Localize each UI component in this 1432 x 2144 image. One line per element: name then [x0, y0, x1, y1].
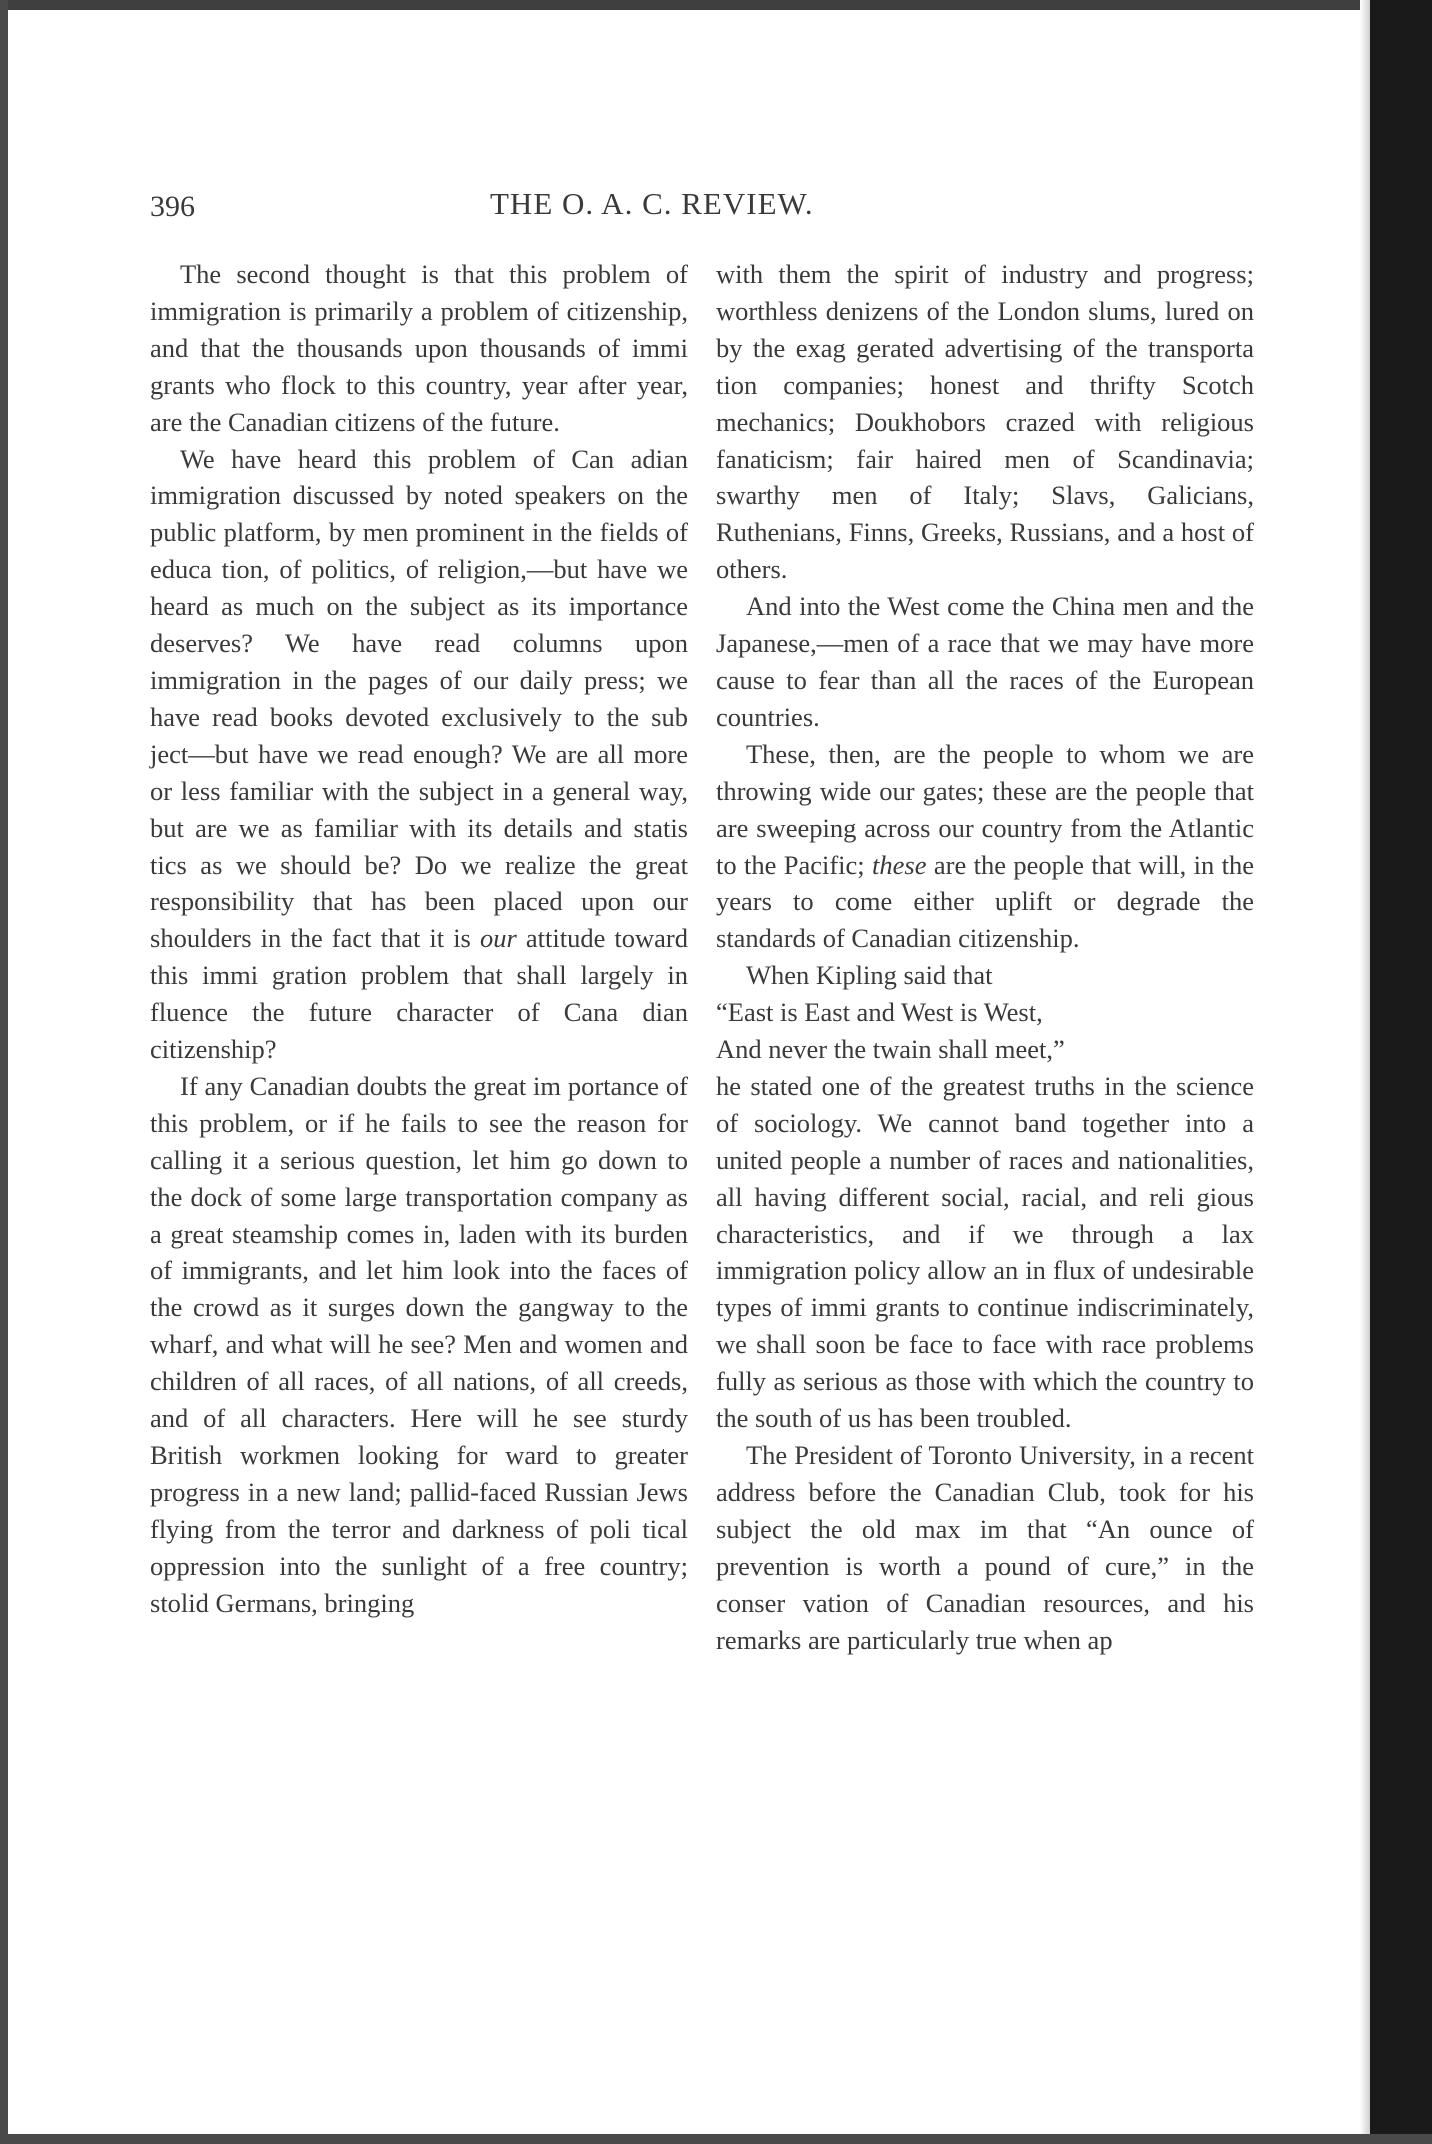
paragraph: The President of Toronto University, in a recent address before the Canadian Club, took for his subject the old max im that “An ounce of prevention is worth a pound of cure,” in the conser vation of Canadian resources, and his remarks are particularly true when ap [716, 1440, 1254, 1655]
right-column [716, 256, 1254, 1658]
left-column [150, 256, 688, 1622]
page [150, 186, 1260, 1655]
running-head [150, 186, 1260, 234]
paragraph [150, 441, 688, 1068]
page-number: 396 [150, 190, 195, 223]
paragraph: When Kipling said that [746, 960, 993, 991]
scan-border-right [1370, 0, 1432, 2144]
scan-border-bottom [0, 2134, 1432, 2144]
paragraph [716, 736, 1254, 957]
paragraph-text: are the people that will, in the years to come either uplift or degrade the standards of Canadian citizenship. [716, 849, 1255, 954]
verse-line: “East is East and West is West, [716, 997, 1043, 1028]
paragraph-text: These, then, are the people to whom we are throwing wide our gates; these are the people that are sweeping across our country from the Atlantic to the Pacific; [716, 738, 1254, 880]
verse-line: And never the twain shall meet,” [716, 1034, 1065, 1065]
page-gutter-shadow [1360, 0, 1370, 2144]
paragraph: with them the spirit of industry and progress; worthless denizens of the London slums, lured on by the exag gerated advertising of the transporta tion companies; honest and thrifty Scotch mechanics; Doukhobors crazed with religious fanaticism; fair haired men of Scandinavia; swarthy men of Italy; Slavs, Galicians, Ruthenians, Finns, Greeks, Russians, and a host of others. [716, 259, 1254, 585]
emphasis: these [872, 849, 927, 880]
paragraph: The second thought is that this problem of immigration is primarily a problem of citizenship, and that the thousands upon thousands of immi grants who flock to this country, year after year, are the Canadian citizens of the future. [150, 259, 688, 437]
paragraph-text: attitude toward this immi gration problem that shall largely in fluence the future character of Cana dian citizenship? [150, 923, 688, 1065]
journal-title: THE O. A. C. REVIEW. [490, 186, 814, 221]
paragraph: he stated one of the greatest truths in the science of sociology. We cannot band together into a united people a number of races and nationalities, all having different social, racial, and reli gious characteristics, and if we through a lax immigration policy allow an in flux of undesirable types of immi grants to continue indiscriminately, we shall soon be face to face with race problems fully as serious as those with which the country to the south of us has been troubled. [716, 1070, 1254, 1434]
scan-border-top [0, 0, 1432, 10]
paragraph: If any Canadian doubts the great im portance of this problem, or if he fails to see the reason for calling it a serious question, let him go down to the dock of some large transportation company as a great steamship comes in, laden with its burden of immigrants, and let him look into the faces of the crowd as it surges down the gangway to the wharf, and what will he see? Men and women and children of all races, of all nations, of all creeds, and of all characters. Here will he see sturdy British workmen looking for ward to greater progress in a new land; pallid-faced Russian Jews flying from the terror and darkness of poli tical oppression into the sunlight of a free country; stolid Germans, bringing [150, 1070, 688, 1618]
emphasis: our [479, 923, 517, 954]
paragraph: And into the West come the China men and the Japanese,—men of a race that we may have more cause to fear than all the races of the European countries. [716, 591, 1254, 732]
paragraph-text: We have heard this problem of Can adian immigration discussed by noted speakers on the public platform, by men prominent in the fields of educa tion, of politics, of religion,—but have we heard as much on the subject as its importance deserves? We have read columns upon immigration in the pages of our daily press; we have read books devoted exclusively to the sub ject—but have we read enough? We are all more or less familiar with the subject in a general way, but are we as familiar with its details and statis tics as we should be? Do we realize the great responsibility that has been placed upon our shoulders in the fact that it is [150, 443, 688, 954]
scan-border-left [0, 0, 8, 2144]
